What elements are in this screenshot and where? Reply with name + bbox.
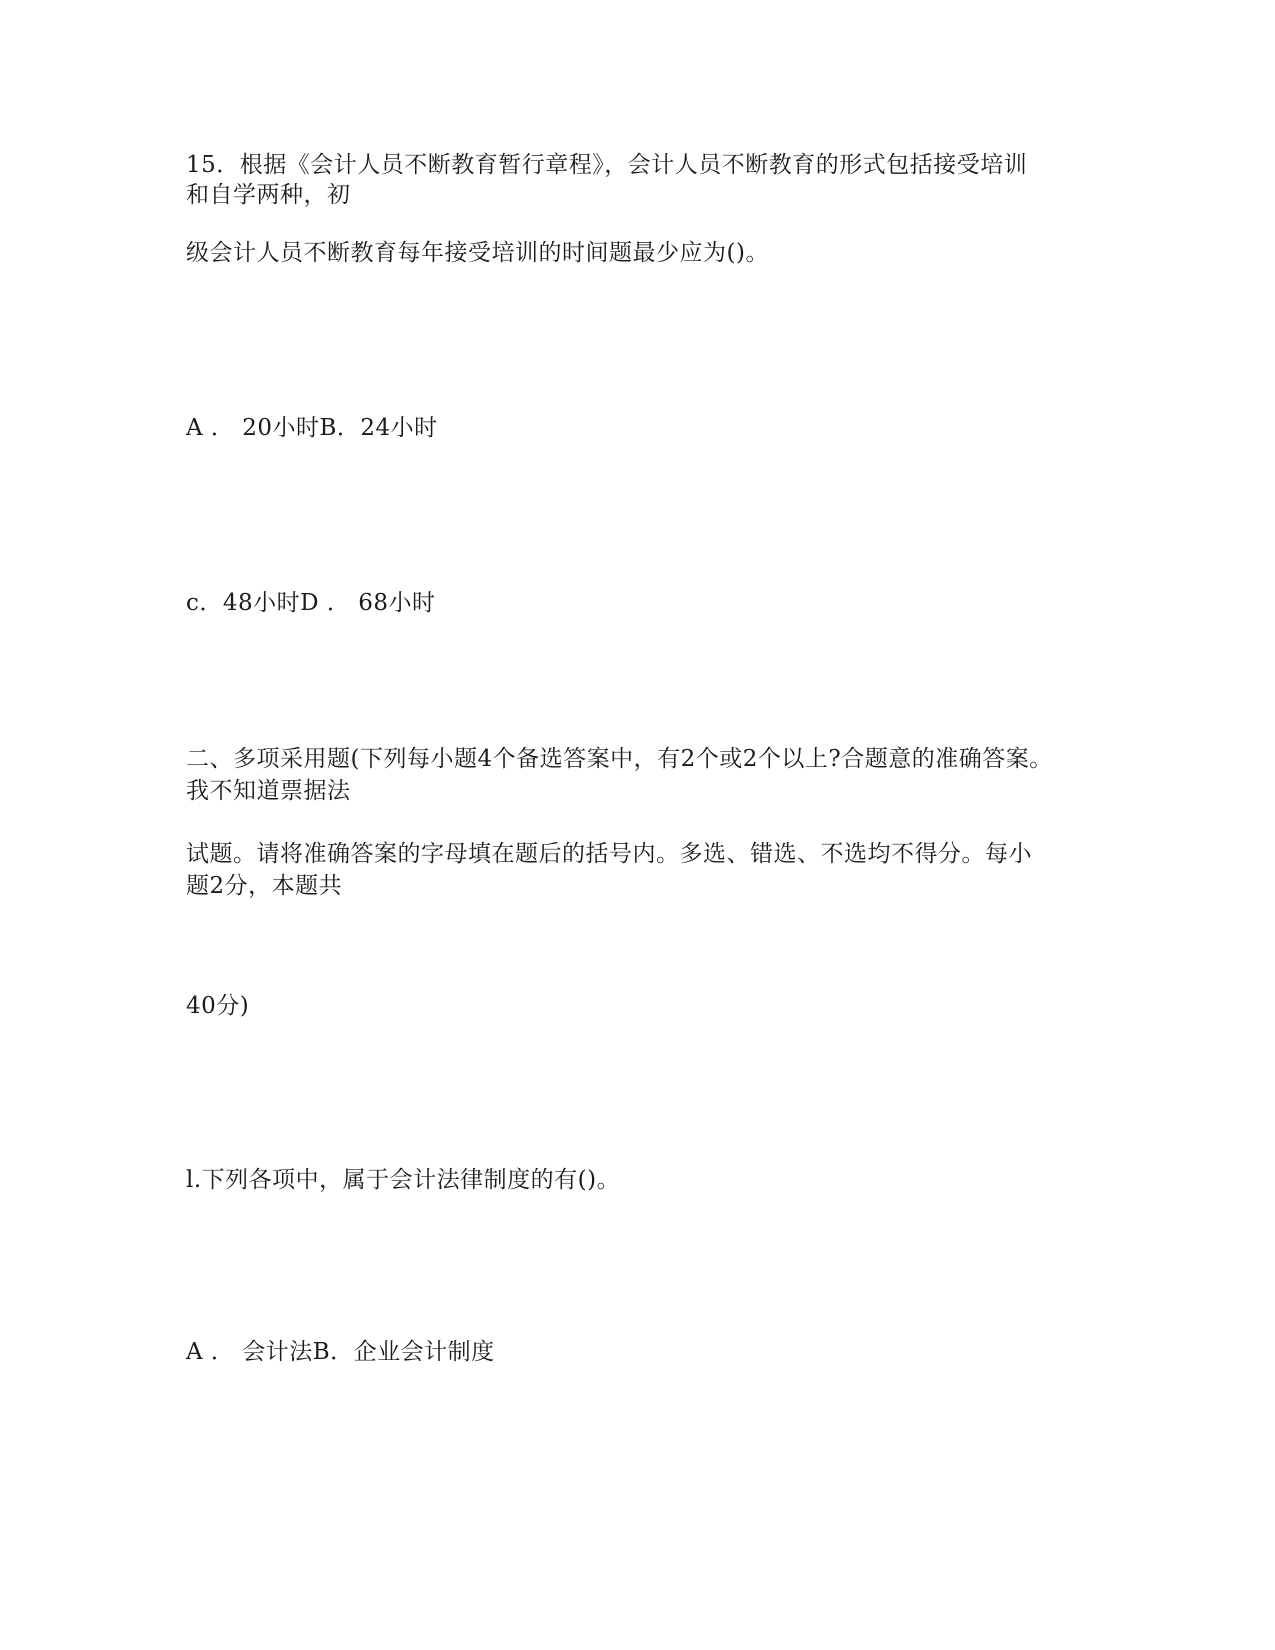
question-15-options-ab: A ． 20小时B．24小时 xyxy=(186,415,438,441)
section-2-line-2: 我不知道票据法 xyxy=(186,778,351,804)
section-2-line-4: 题2分，本题共 xyxy=(186,873,343,899)
section-2-line-5: 40分) xyxy=(186,993,250,1019)
question-15-line-1: 15．根据《会计人员不断教育暂行章程》，会计人员不断教育的形式包括接受培训 xyxy=(186,152,1028,178)
question-15-options-cd: c．48小时D ． 68小时 xyxy=(186,590,436,616)
section-2-line-3: 试题。请将准确答案的字母填在题后的括号内。多选、错选、不选均不得分。每小 xyxy=(186,841,1032,867)
section-2-line-1: 二、多项采用题(下列每小题4个备选答案中，有2个或2个以上?合题意的准确答案。 xyxy=(186,746,1053,772)
question-1-options-ab: A ． 会计法B．企业会计制度 xyxy=(186,1339,495,1365)
question-1-stem: l.下列各项中，属于会计法律制度的有()。 xyxy=(186,1167,621,1193)
question-15-line-3: 级会计人员不断教育每年接受培训的时间题最少应为()。 xyxy=(186,240,769,266)
question-15-line-2: 和自学两种，初 xyxy=(186,182,351,208)
